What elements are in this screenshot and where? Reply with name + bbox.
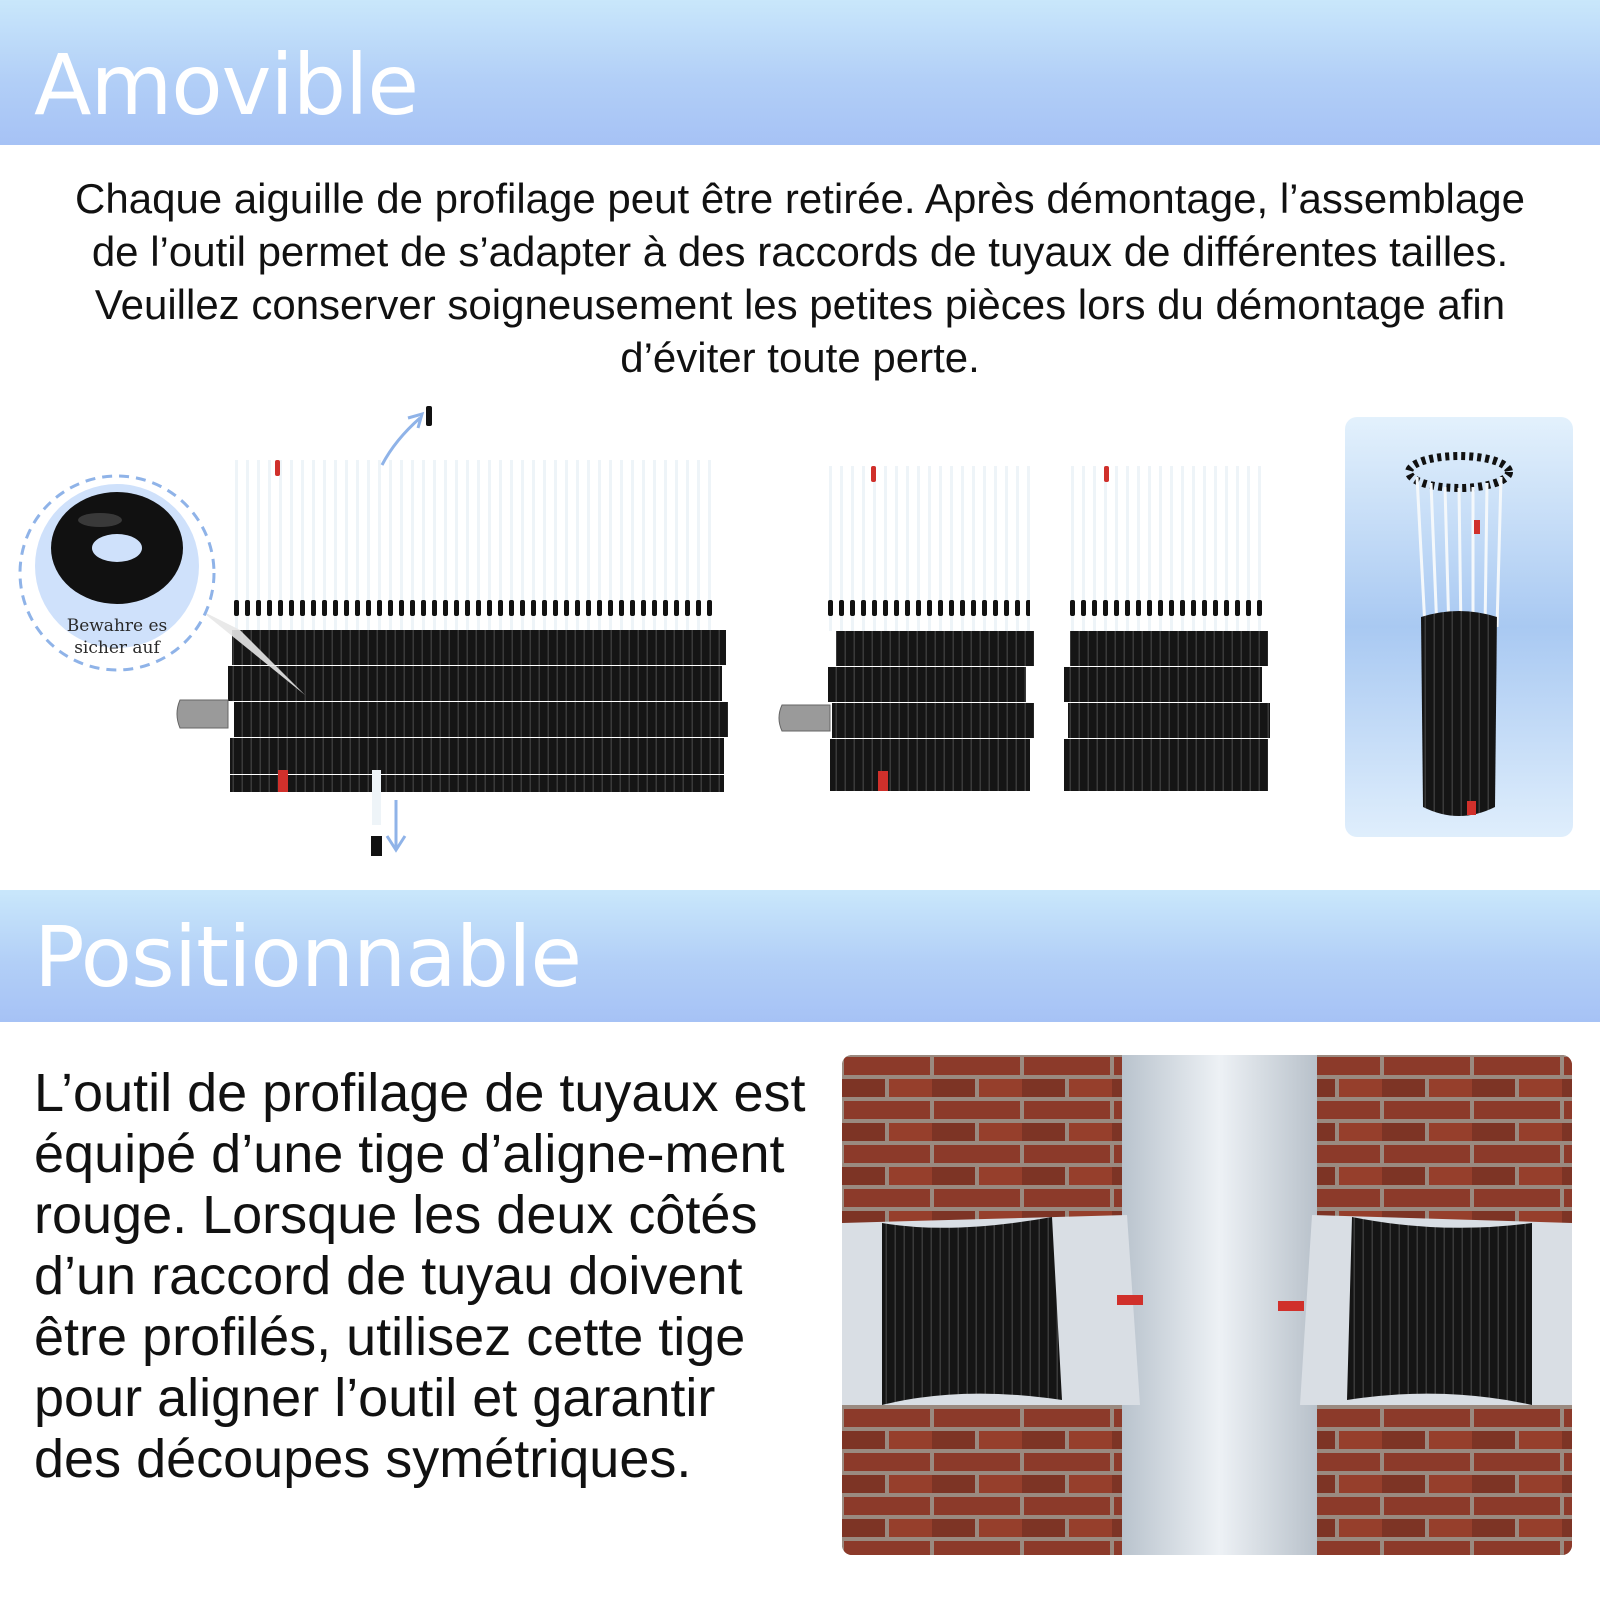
usage-photo xyxy=(842,1055,1572,1555)
gauge-half-a xyxy=(779,466,1034,791)
section-description-positionnable: L’outil de profilage de tuyaux est équipé d’une tige d’aligne-ment rouge. Lorsque les deux côtés d’un raccord de tuyau doivent être profilés, utilisez cette tige pour aligner l’outil et garantir des découpes symétriques. xyxy=(34,1063,806,1489)
callout-text-line2: sicher auf xyxy=(74,638,160,658)
cylinder-gauge xyxy=(1345,417,1573,837)
section-title-amovible: Amovible xyxy=(34,36,419,134)
section-title-positionnable: Positionnable xyxy=(34,908,582,1006)
gauge-left-on-pipe xyxy=(842,1215,1143,1405)
gauge-right-on-pipe xyxy=(1278,1215,1572,1405)
metal-clip xyxy=(177,700,228,728)
callout-text-line1: Bewahre es xyxy=(66,616,168,636)
o-ring-icon xyxy=(51,492,183,604)
arrow-down-icon xyxy=(387,800,405,850)
section-description-amovible: Chaque aiguille de profilage peut être retirée. Après démontage, l’assemblage de l’outil permet de s’adapter à des raccords de tuyaux de différentes tailles. Veuillez conserver soigneusement les petites pièces lors du démontage afin d’éviter toute perte. xyxy=(75,175,1525,381)
alignment-needle-top xyxy=(275,460,280,476)
gauge-half-b xyxy=(1064,466,1270,791)
cylinder-view-panel xyxy=(1345,417,1573,837)
arrow-up-icon xyxy=(382,406,432,465)
alignment-block xyxy=(278,770,288,792)
